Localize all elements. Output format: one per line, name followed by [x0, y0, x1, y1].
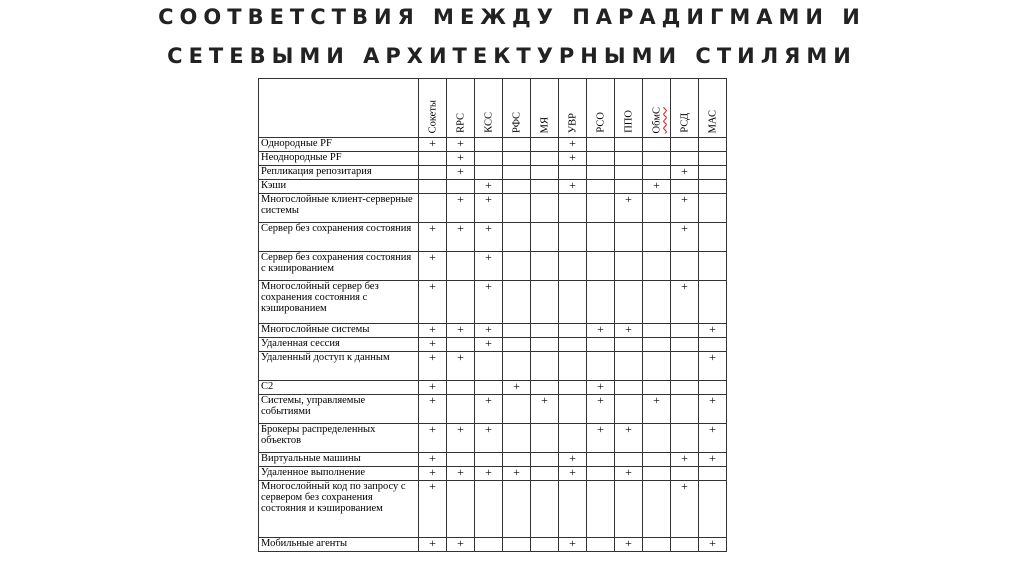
- matrix-cell: +: [475, 252, 503, 281]
- column-header: [503, 79, 531, 138]
- matrix-cell: [671, 152, 699, 166]
- column-header-label: УВР: [567, 112, 578, 133]
- matrix-cell: [503, 324, 531, 338]
- matrix-cell: +: [559, 152, 587, 166]
- matrix-cell: [531, 223, 559, 252]
- matrix-cell: [643, 481, 671, 538]
- matrix-cell: +: [419, 252, 447, 281]
- matrix-cell: [587, 166, 615, 180]
- matrix-cell: [587, 281, 615, 324]
- matrix-cell: +: [671, 481, 699, 538]
- matrix-cell: [643, 194, 671, 223]
- matrix-cell: +: [671, 453, 699, 467]
- matrix-cell: +: [447, 152, 475, 166]
- matrix-cell: [531, 152, 559, 166]
- matrix-cell: [643, 538, 671, 552]
- matrix-cell: +: [419, 467, 447, 481]
- matrix-cell: [587, 194, 615, 223]
- matrix-cell: [447, 338, 475, 352]
- matrix-cell: [531, 453, 559, 467]
- matrix-cell: +: [671, 166, 699, 180]
- matrix-cell: [503, 223, 531, 252]
- column-header-label: РФС: [511, 112, 522, 133]
- matrix-cell: +: [419, 424, 447, 453]
- table-row: [259, 324, 727, 338]
- column-header-label: Сокеты: [427, 99, 438, 133]
- matrix-cell: [447, 252, 475, 281]
- matrix-cell: [699, 138, 727, 152]
- matrix-cell: [503, 152, 531, 166]
- matrix-cell: [643, 424, 671, 453]
- matrix-cell: [587, 223, 615, 252]
- matrix-cell: [699, 166, 727, 180]
- matrix-cell: +: [475, 324, 503, 338]
- matrix-cell: [447, 281, 475, 324]
- matrix-cell: [699, 467, 727, 481]
- matrix-cell: [559, 481, 587, 538]
- matrix-cell: [643, 467, 671, 481]
- matrix-cell: [643, 223, 671, 252]
- row-label: Многослойный код по запросу с сервером без сохранения состояния и кэшированием: [259, 481, 419, 538]
- column-header-label: ППО: [623, 110, 634, 133]
- table-row: [259, 381, 727, 395]
- matrix-cell: [475, 138, 503, 152]
- matrix-cell: [671, 352, 699, 381]
- matrix-cell: [531, 338, 559, 352]
- matrix-cell: [559, 381, 587, 395]
- row-label: Репликация репозитария: [259, 166, 419, 180]
- matrix-cell: [587, 352, 615, 381]
- matrix-cell: [531, 538, 559, 552]
- header-row: [259, 79, 727, 138]
- matrix-cell: +: [475, 281, 503, 324]
- matrix-cell: [699, 180, 727, 194]
- row-label: Многослойные клиент-серверные системы: [259, 194, 419, 223]
- row-label: Многослойные системы: [259, 324, 419, 338]
- matrix-cell: [643, 338, 671, 352]
- column-header-label: ОбмС: [651, 106, 662, 133]
- matrix-cell: +: [615, 424, 643, 453]
- matrix-cell: +: [615, 324, 643, 338]
- matrix-cell: [559, 223, 587, 252]
- matrix-cell: [419, 152, 447, 166]
- table-row: [259, 395, 727, 424]
- matrix-cell: [447, 180, 475, 194]
- matrix-cell: [531, 352, 559, 381]
- matrix-cell: [419, 166, 447, 180]
- matrix-cell: [447, 481, 475, 538]
- matrix-cell: [503, 281, 531, 324]
- row-label: Неоднородные PF: [259, 152, 419, 166]
- row-label: C2: [259, 381, 419, 395]
- matrix-cell: +: [587, 424, 615, 453]
- column-header: [587, 79, 615, 138]
- matrix-cell: [503, 338, 531, 352]
- matrix-cell: [559, 424, 587, 453]
- row-label: Брокеры распределенных объектов: [259, 424, 419, 453]
- matrix-cell: +: [559, 180, 587, 194]
- row-label: Удаленное выполнение: [259, 467, 419, 481]
- matrix-cell: +: [587, 381, 615, 395]
- matrix-cell: [671, 138, 699, 152]
- matrix-cell: [447, 395, 475, 424]
- matrix-cell: [503, 538, 531, 552]
- matrix-cell: +: [699, 395, 727, 424]
- column-header-label: МАС: [707, 109, 718, 133]
- matrix-cell: [587, 138, 615, 152]
- table-row: [259, 338, 727, 352]
- matrix-cell: [643, 152, 671, 166]
- matrix-cell: [643, 281, 671, 324]
- matrix-cell: [531, 252, 559, 281]
- matrix-cell: [699, 194, 727, 223]
- matrix-cell: +: [699, 453, 727, 467]
- column-header: [475, 79, 503, 138]
- matrix-cell: [503, 180, 531, 194]
- matrix-cell: [475, 538, 503, 552]
- matrix-cell: [559, 166, 587, 180]
- matrix-cell: [475, 481, 503, 538]
- matrix-cell: [671, 252, 699, 281]
- matrix-cell: [643, 352, 671, 381]
- table-row: [259, 166, 727, 180]
- matrix-cell: [503, 453, 531, 467]
- matrix-cell: [531, 180, 559, 194]
- matrix-cell: [419, 180, 447, 194]
- matrix-cell: +: [419, 281, 447, 324]
- matrix-cell: +: [447, 424, 475, 453]
- matrix-cell: +: [447, 138, 475, 152]
- matrix-cell: +: [671, 223, 699, 252]
- matrix-cell: +: [559, 538, 587, 552]
- matrix-cell: +: [643, 395, 671, 424]
- matrix-cell: +: [615, 467, 643, 481]
- matrix-cell: [615, 138, 643, 152]
- matrix-cell: [503, 252, 531, 281]
- matrix-cell: [671, 538, 699, 552]
- matrix-cell: [615, 223, 643, 252]
- row-label: Многослойный сервер без сохранения состояния с кэшированием: [259, 281, 419, 324]
- table-row: [259, 180, 727, 194]
- table-row: [259, 352, 727, 381]
- matrix-cell: [615, 180, 643, 194]
- matrix-cell: +: [419, 453, 447, 467]
- matrix-cell: [643, 252, 671, 281]
- matrix-cell: [447, 381, 475, 395]
- matrix-cell: +: [447, 538, 475, 552]
- row-label: Удаленный доступ к данным: [259, 352, 419, 381]
- column-header-label: РСО: [595, 112, 606, 133]
- matrix-cell: [531, 381, 559, 395]
- matrix-cell: [531, 424, 559, 453]
- table-row: [259, 281, 727, 324]
- table-row: [259, 194, 727, 223]
- table-row: [259, 152, 727, 166]
- matrix-cell: +: [419, 324, 447, 338]
- matrix-cell: +: [419, 223, 447, 252]
- matrix-cell: [699, 481, 727, 538]
- matrix-cell: [699, 281, 727, 324]
- matrix-cell: [559, 324, 587, 338]
- matrix-cell: [615, 481, 643, 538]
- matrix-cell: [503, 481, 531, 538]
- column-header: [615, 79, 643, 138]
- matrix-cell: +: [475, 180, 503, 194]
- matrix-cell: +: [447, 166, 475, 180]
- matrix-cell: [587, 152, 615, 166]
- row-label: Сервер без сохранения состояния: [259, 223, 419, 252]
- matrix-cell: [587, 481, 615, 538]
- matrix-cell: [475, 152, 503, 166]
- matrix-cell: [615, 252, 643, 281]
- column-header-label: КСС: [483, 112, 494, 133]
- matrix-cell: +: [447, 352, 475, 381]
- matrix-cell: +: [475, 424, 503, 453]
- matrix-cell: [531, 324, 559, 338]
- matrix-cell: [671, 424, 699, 453]
- matrix-cell: +: [699, 352, 727, 381]
- matrix-cell: [419, 194, 447, 223]
- matrix-cell: [503, 424, 531, 453]
- matrix-cell: [671, 395, 699, 424]
- matrix-cell: [615, 453, 643, 467]
- table-row: [259, 481, 727, 538]
- matrix-cell: [615, 281, 643, 324]
- matrix-cell: +: [475, 395, 503, 424]
- matrix-cell: [587, 180, 615, 194]
- title-line-1: СООТВЕТСТВИЯ МЕЖДУ ПАРАДИГМАМИ И: [158, 5, 866, 29]
- matrix-cell: +: [615, 194, 643, 223]
- matrix-cell: [699, 223, 727, 252]
- matrix-cell: +: [447, 223, 475, 252]
- column-header: [643, 79, 671, 138]
- matrix-cell: +: [419, 481, 447, 538]
- matrix-cell: [531, 166, 559, 180]
- matrix-cell: [475, 166, 503, 180]
- matrix-cell: [503, 352, 531, 381]
- matrix-cell: [475, 381, 503, 395]
- row-label: Мобильные агенты: [259, 538, 419, 552]
- row-label: Виртуальные машины: [259, 453, 419, 467]
- matrix-cell: [671, 467, 699, 481]
- column-header-label: МЯ: [539, 116, 550, 133]
- table-row: [259, 424, 727, 453]
- column-header: [531, 79, 559, 138]
- matrix-cell: +: [587, 324, 615, 338]
- title-line-2: СЕТЕВЫМИ АРХИТЕКТУРНЫМИ СТИЛЯМИ: [167, 44, 857, 68]
- matrix-cell: [531, 481, 559, 538]
- matrix-cell: [671, 180, 699, 194]
- paradigm-style-matrix: [258, 78, 727, 552]
- matrix-cell: +: [475, 223, 503, 252]
- table-row: [259, 138, 727, 152]
- row-label: Сервер без сохранения состояния с кэшированием: [259, 252, 419, 281]
- matrix-cell: [643, 453, 671, 467]
- matrix-cell: +: [475, 467, 503, 481]
- row-label: Системы, управляемые событиями: [259, 395, 419, 424]
- matrix-cell: +: [419, 138, 447, 152]
- matrix-cell: [503, 138, 531, 152]
- matrix-cell: +: [587, 395, 615, 424]
- matrix-cell: +: [419, 395, 447, 424]
- matrix-cell: [699, 381, 727, 395]
- matrix-cell: +: [615, 538, 643, 552]
- column-header: [671, 79, 699, 138]
- matrix-cell: [447, 453, 475, 467]
- matrix-cell: +: [559, 453, 587, 467]
- matrix-cell: +: [447, 467, 475, 481]
- column-header: [559, 79, 587, 138]
- matrix-cell: [531, 194, 559, 223]
- row-label: Однородные PF: [259, 138, 419, 152]
- row-label: Кэши: [259, 180, 419, 194]
- matrix-cell: [615, 381, 643, 395]
- matrix-cell: [671, 338, 699, 352]
- matrix-cell: [503, 395, 531, 424]
- matrix-cell: [643, 166, 671, 180]
- matrix-cell: [559, 281, 587, 324]
- slide-title: [0, 0, 1024, 73]
- column-header: [419, 79, 447, 138]
- matrix-cell: +: [699, 424, 727, 453]
- matrix-cell: +: [671, 281, 699, 324]
- matrix-cell: [559, 338, 587, 352]
- matrix-cell: [643, 138, 671, 152]
- table-row: [259, 538, 727, 552]
- matrix-cell: +: [475, 338, 503, 352]
- matrix-cell: [559, 395, 587, 424]
- matrix-cell: [587, 338, 615, 352]
- table-row: [259, 252, 727, 281]
- matrix-cell: +: [419, 381, 447, 395]
- matrix-cell: +: [699, 538, 727, 552]
- matrix-cell: +: [699, 324, 727, 338]
- matrix-cell: [671, 381, 699, 395]
- matrix-cell: [587, 467, 615, 481]
- matrix-cell: +: [419, 538, 447, 552]
- matrix-cell: [475, 453, 503, 467]
- matrix-cell: +: [447, 324, 475, 338]
- matrix-cell: [699, 338, 727, 352]
- matrix-cell: [615, 166, 643, 180]
- matrix-cell: [531, 138, 559, 152]
- matrix-cell: [559, 352, 587, 381]
- matrix-cell: [503, 166, 531, 180]
- matrix-cell: [587, 538, 615, 552]
- matrix-cell: [587, 453, 615, 467]
- table-row: [259, 467, 727, 481]
- matrix-cell: [615, 352, 643, 381]
- column-header-label: RPC: [455, 113, 466, 133]
- matrix-cell: +: [447, 194, 475, 223]
- matrix-cell: +: [531, 395, 559, 424]
- matrix-cell: [671, 324, 699, 338]
- column-header: [447, 79, 475, 138]
- matrix-cell: +: [503, 467, 531, 481]
- matrix-cell: [587, 252, 615, 281]
- matrix-cell: +: [419, 338, 447, 352]
- matrix-cell: +: [419, 352, 447, 381]
- matrix-cell: [699, 252, 727, 281]
- matrix-cell: [643, 324, 671, 338]
- column-header: [699, 79, 727, 138]
- matrix-cell: +: [559, 467, 587, 481]
- corner-cell: [259, 79, 419, 138]
- matrix-cell: [699, 152, 727, 166]
- matrix-cell: [615, 395, 643, 424]
- matrix-cell: +: [475, 194, 503, 223]
- matrix-cell: [531, 281, 559, 324]
- column-header-label: РСД: [679, 113, 690, 133]
- matrix-cell: [531, 467, 559, 481]
- matrix-cell: [615, 338, 643, 352]
- matrix-cell: +: [643, 180, 671, 194]
- matrix-cell: +: [503, 381, 531, 395]
- matrix-cell: [559, 194, 587, 223]
- matrix-cell: [475, 352, 503, 381]
- table-row: [259, 453, 727, 467]
- matrix-cell: [559, 252, 587, 281]
- matrix-cell: [615, 152, 643, 166]
- matrix-cell: +: [559, 138, 587, 152]
- matrix-cell: [503, 194, 531, 223]
- matrix-cell: [643, 381, 671, 395]
- table-row: [259, 223, 727, 252]
- matrix-cell: +: [671, 194, 699, 223]
- row-label: Удаленная сессия: [259, 338, 419, 352]
